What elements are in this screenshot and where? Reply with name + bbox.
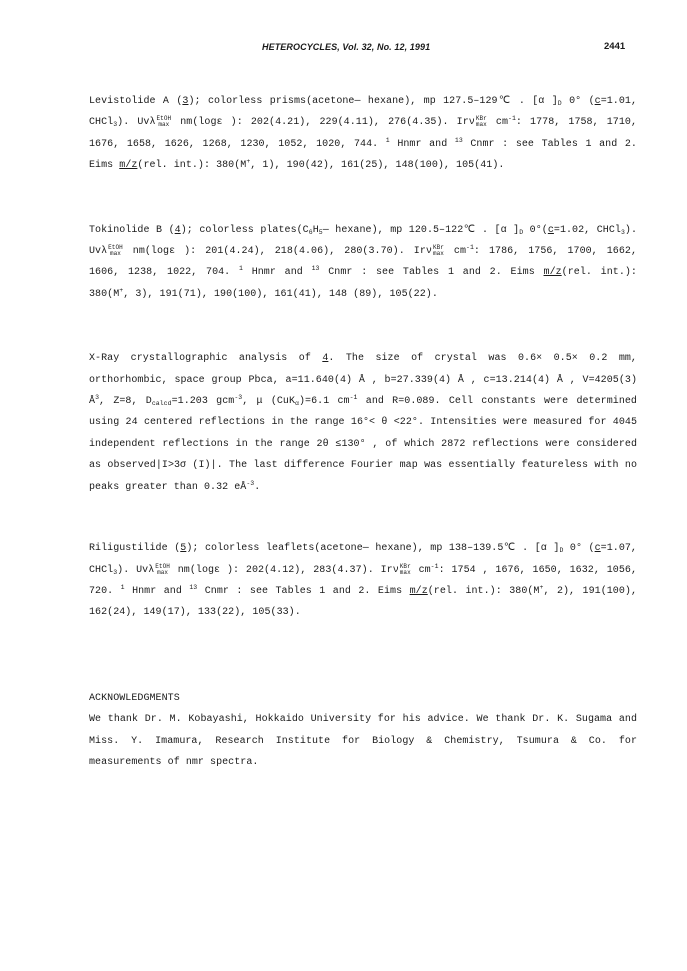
ir-medium-stack: KBr max [399,562,411,576]
uv-solvent-stack: EtOH max [108,244,123,258]
paragraph-levistolide: Levistolide A (3); colorless prisms(acetone— hexane), mp 127.5–129℃ . [α ]$_D$ 0° (c=1.01, CHCl$_3$). Uvλ EtOH max nm(logε ): 202(4.21), 229(4.11), 276(4.35). Irν KBr max $cm^{-1}$: 1778, 1758, 1710, 1676, 1658, 1626, 1268, 1230, 1052, 1020, 744. $^1$ Hnmr and $^{13}$ Cnmr : see Tables 1 and 2. Eims m/z(rel. int.): 380(M+, 1), 190(42), 161(25), 148(100), 105(41). [89,96,638,172]
ir-medium-stack: KBr max [432,244,444,258]
ir-medium-stack: KBr max [475,115,487,129]
journal-citation: HETEROCYCLES, Vol. 32, No. 12, 1991 [262,42,431,52]
uv-solvent-stack: EtOH max [155,562,170,576]
compound-name: Levistolide A [89,96,169,107]
page-number: 2441 [604,41,626,52]
compound-number: 4 [322,353,329,365]
compound-number: 5 [180,543,187,555]
uv-solvent-stack: EtOH max [156,115,172,129]
compound-number: 4 [174,224,181,236]
acknowledgments-text: We thank Dr. M. Kobayashi, Hokkaido University for his advice. We thank Dr. K. Sugama and Miss. Y. Imamura, Research Institute for Biology & Chemistry, Tsumura & Co. for measurements of nmr spectra. [89,714,637,768]
paragraph-riligustilide: Riligustilide (5); colorless leaflets(acetone— hexane), mp 138–139.5℃ . [α ]$_D$ 0° (c=1.07, CHCl$_3$). Uvλ EtOH max nm(logε ): 202(4.12), 283(4.37). Irν KBr max $cm^{-1}$: 1754 , 1676, 1650, 1632, 1056, 720. $^1$ Hnmr and $^{13}$ Cnmr : see Tables 1 and 2. Eims m/z(rel. int.): 380(M+, 2), 191(100), 162(24), 149(17), 133(22), 105(33). [89,543,638,619]
running-header [0,40,687,56]
paragraph-xray: X-Ray crystallographic analysis of 4. The size of crystal was 0.6× 0.5× 0.2 mm, orthorhombic, space group Pbca, a=11.640(4) Å , b=27.339(4) Å , c=13.214(4) Å , V=4205(3) $Å^3$, Z=8, $D_{calcd}=1.203$ gcm$^{-3}$, μ (CuK$_\alpha$)=6.1 $cm^{-1}$ and R=0.089. Cell constants were determined using 24 centered reflections in the range 16°< θ <22°. Intensities were measured for 4045 independent reflections in the range 2θ ≤130° , of which 2872 reflections were considered as observed|I>3σ (I)|. The last difference Fourier map was essentially featureless with no peaks greater than 0.32 $eÅ^{-3}$. [89,353,637,493]
compound-name: Riligustilide [89,543,168,555]
compound-number: 3 [182,96,189,107]
paragraph-tokinolide: Tokinolide B (4); colorless $plates(C_6H_5—$ hexane), mp 120.5–122℃ . [α ]$_D$ 0°(c=1.02, CHCl$_3$). Uvλ EtOH max nm(logε ): 201(4.24), 218(4.06), 280(3.70). Irν KBr max $cm^{-1}$: 1786, 1756, 1700, 1662, 1606, 1238, 1022, 704. $^1$ Hnmr and $^{13}$ Cnmr : see Tables 1 and 2. Eims m/z(rel. int.): 380(M+, 3), 191(71), 190(100), 161(41), 148 (89), 105(22). [89,224,637,300]
article-body [89,91,637,773]
compound-name: Tokinolide B [89,224,163,236]
acknowledgments-heading: ACKNOWLEDGMENTS [89,692,180,704]
